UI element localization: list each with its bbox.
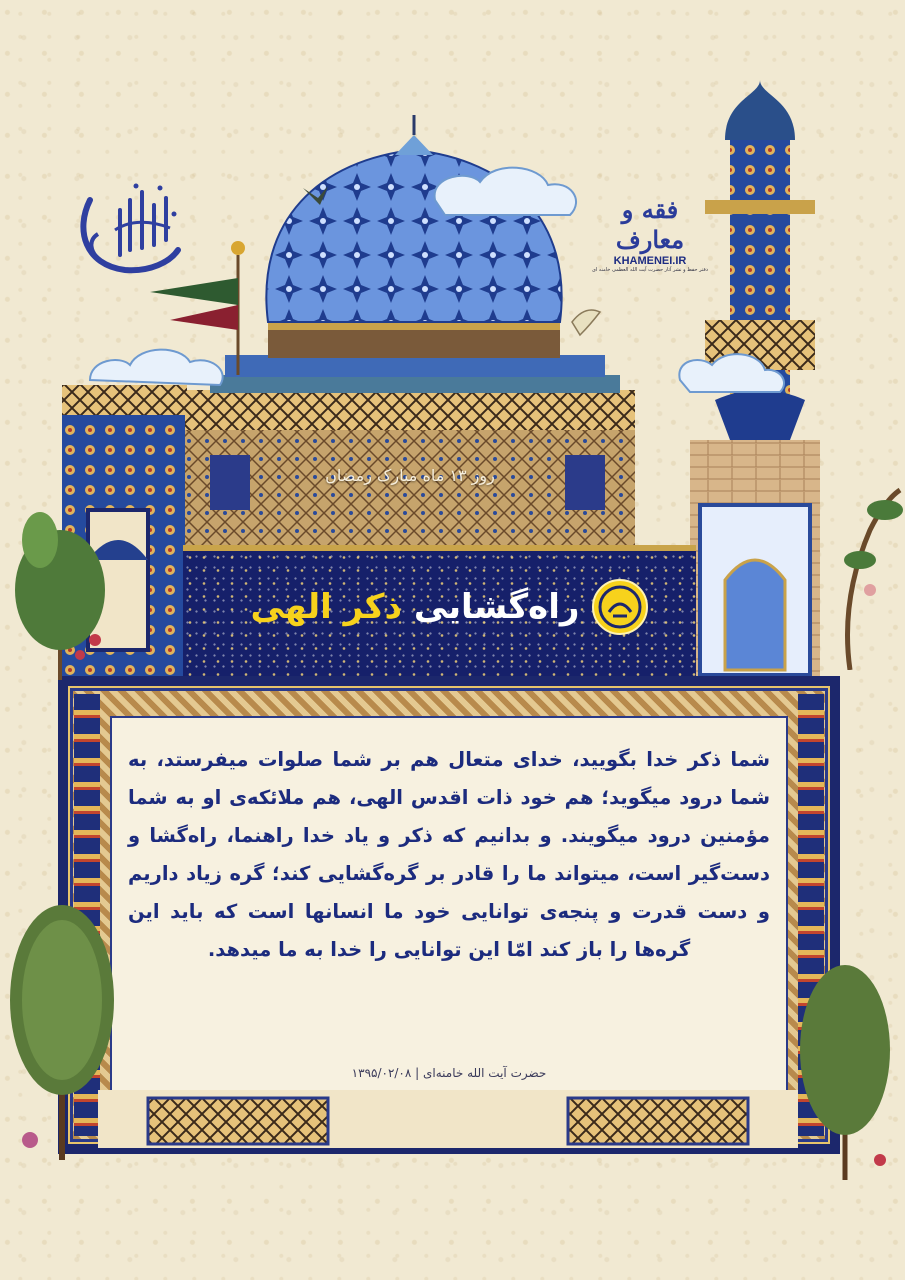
quote-attribution: حضرت آیت الله خامنه‌ای | ۱۳۹۵/۰۲/۰۸ xyxy=(351,1066,547,1080)
right-shrub xyxy=(790,950,905,1180)
fiqh-calligraphy: فقه و معارف xyxy=(615,195,685,254)
right-branch xyxy=(790,470,905,670)
site-tagline: دفتر حفظ و نشر آثار حضرت آیت الله العظمی خامنه ای xyxy=(592,267,708,273)
left-shrub xyxy=(0,480,120,680)
site-name: KHAMENEI.IR xyxy=(613,255,687,267)
title-part-1: راه‌گشایی xyxy=(413,587,580,627)
ramadan-day-label: روز ۱۳ ماه مبارک رمضان xyxy=(325,466,495,485)
bottom-lattice xyxy=(98,1090,798,1148)
red-flag xyxy=(170,305,238,330)
bird xyxy=(572,310,600,335)
quote-text: شما ذکر خدا بگویید، خدای متعال هم بر شما صلوات میفرستد، به شما درود میگوید؛ هم خود ذات اقدس الهی، هم ملائکه‌ی او به شما مؤمنین درود میگویند. و بدانیم که ذکر و یاد خدا راهنما، راه‌گشا و دست‌گیر است، میتواند ما را قادر بر گره‌گشایی کند؛ گره زیاد داریم و دست قدرت و پنجه‌ی توانایی خود ما انسانها است که باید این گره‌ها را باز کند امّا این توانایی را خدا به ما میدهد. xyxy=(128,748,770,961)
left-tree xyxy=(0,900,130,1160)
quote-frame xyxy=(58,676,840,1154)
roof-lattice xyxy=(185,390,635,430)
title-row xyxy=(220,572,680,642)
title-part-2: ذکر الهی xyxy=(250,587,403,627)
poster-title xyxy=(251,587,580,627)
emblem-icon xyxy=(591,578,649,636)
green-flag xyxy=(150,278,238,305)
